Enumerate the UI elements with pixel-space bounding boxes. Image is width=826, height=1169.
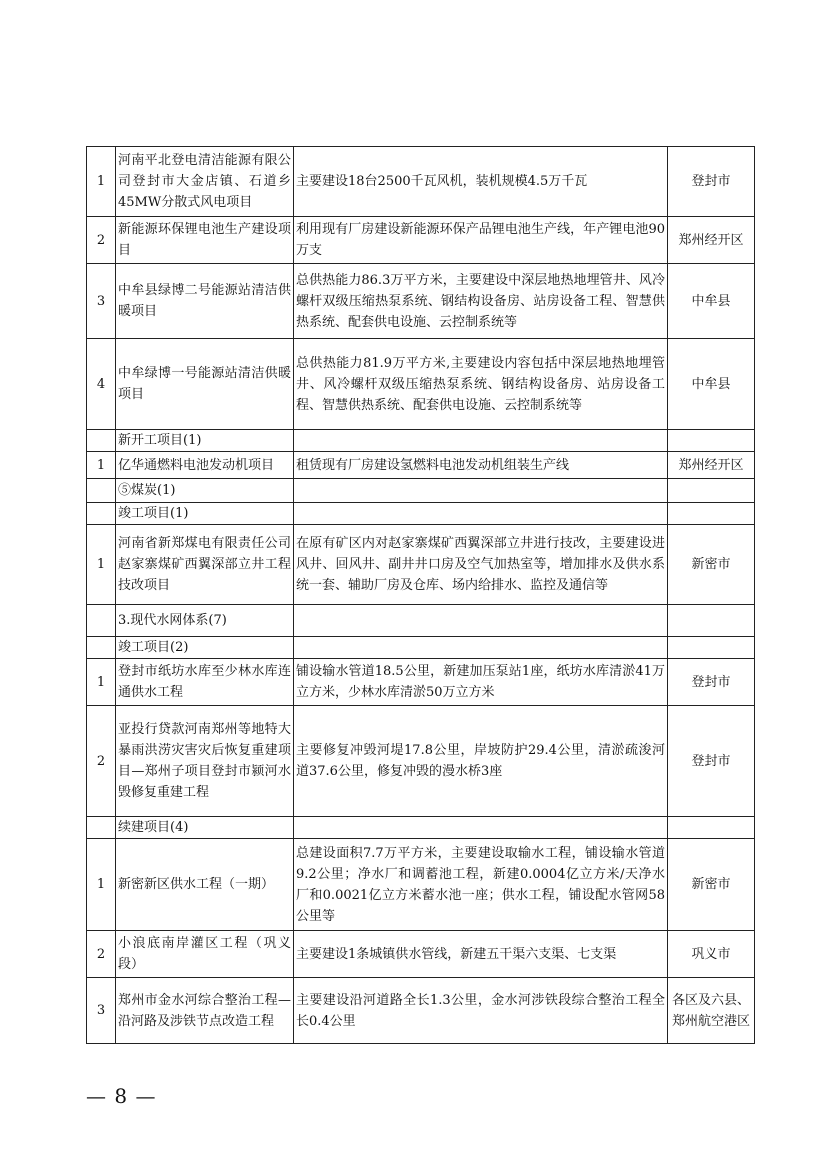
project-name: 新能源环保锂电池生产建设项目 — [116, 217, 294, 264]
section-row — [87, 605, 755, 637]
table-row — [87, 525, 755, 605]
section-label: 新开工项目(1) — [116, 430, 294, 452]
project-name: 河南平北登电清洁能源有限公司登封市大金店镇、石道乡45MW分散式风电项目 — [116, 147, 294, 217]
project-name: 亿华通燃料电池发动机项目 — [116, 452, 294, 479]
project-location: 登封市 — [668, 147, 755, 217]
row-number: 2 — [87, 706, 116, 817]
project-name: 亚投行贷款河南郑州等地特大暴雨洪涝灾害灾后恢复重建项目—郑州子项目登封市颍河水毁修复重建工程 — [116, 706, 294, 817]
project-name: 小浪底南岸灌区工程（巩义段） — [116, 931, 294, 978]
project-location: 各区及六县、郑州航空港区 — [668, 978, 755, 1044]
row-number: 3 — [87, 264, 116, 339]
row-number: 1 — [87, 452, 116, 479]
row-number: 1 — [87, 525, 116, 605]
table-row — [87, 452, 755, 479]
project-description: 主要建设18台2500千瓦风机，装机规模4.5万千瓦 — [294, 147, 668, 217]
project-location: 新密市 — [668, 525, 755, 605]
page-number: — 8 — — [86, 1084, 157, 1108]
row-number: 1 — [87, 147, 116, 217]
project-description: 总供热能力86.3万平方米，主要建设中深层地热地埋管井、风冷螺杆双级压缩热泵系统、钢结构设备房、站房设备工程、智慧供热系统、配套供电设施、云控制系统等 — [294, 264, 668, 339]
project-description: 利用现有厂房建设新能源环保产品锂电池生产线，年产锂电池90万支 — [294, 217, 668, 264]
section-row — [87, 637, 755, 659]
table-row — [87, 839, 755, 931]
section-label: 竣工项目(1) — [116, 503, 294, 525]
project-location: 郑州经开区 — [668, 217, 755, 264]
project-description: 在原有矿区内对赵家寨煤矿西翼深部立井进行技改，主要建设进风井、回风井、副井井口房及空气加热室等，增加排水及供水系统一套、辅助厂房及仓库、场内给排水、监控及通信等 — [294, 525, 668, 605]
project-description: 主要修复冲毁河堤17.8公里，岸坡防护29.4公里，清淤疏浚河道37.6公里，修复冲毁的漫水桥3座 — [294, 706, 668, 817]
project-description: 铺设输水管道18.5公里，新建加压泵站1座，纸坊水库清淤41万立方米，少林水库清淤50万立方米 — [294, 659, 668, 706]
project-description: 租赁现有厂房建设氢燃料电池发动机组装生产线 — [294, 452, 668, 479]
project-location: 巩义市 — [668, 931, 755, 978]
project-location: 登封市 — [668, 659, 755, 706]
project-name: 登封市纸坊水库至少林水库连通供水工程 — [116, 659, 294, 706]
project-description: 主要建设沿河道路全长1.3公里，金水河涉铁段综合整治工程全长0.4公里 — [294, 978, 668, 1044]
table-row — [87, 264, 755, 339]
section-label: 竣工项目(2) — [116, 637, 294, 659]
row-number: 3 — [87, 978, 116, 1044]
project-location: 中牟县 — [668, 264, 755, 339]
project-name: 中牟县绿博二号能源站清洁供暖项目 — [116, 264, 294, 339]
row-number: 4 — [87, 339, 116, 430]
project-location: 登封市 — [668, 706, 755, 817]
table-row — [87, 931, 755, 978]
section-label: 续建项目(4) — [116, 817, 294, 839]
section-label: 3.现代水网体系(7) — [116, 605, 294, 637]
section-row — [87, 503, 755, 525]
row-number: 2 — [87, 931, 116, 978]
table-row — [87, 217, 755, 264]
project-description: 总供热能力81.9万平方米,主要建设内容包括中深层地热地埋管井、风冷螺杆双级压缩热泵系统、钢结构设备房、站房设备工程、智慧供热系统、配套供电设施、云控制系统等 — [294, 339, 668, 430]
table-row — [87, 339, 755, 430]
section-row — [87, 479, 755, 503]
project-table — [86, 146, 755, 1044]
row-number: 2 — [87, 217, 116, 264]
table-row — [87, 706, 755, 817]
section-label: ⑤煤炭(1) — [116, 479, 294, 503]
section-row — [87, 430, 755, 452]
project-location: 郑州经开区 — [668, 452, 755, 479]
project-description: 总建设面积7.7万平方米，主要建设取输水工程，铺设输水管道9.2公里；净水厂和调蓄池工程，新建0.0004亿立方米/天净水厂和0.0021亿立方米蓄水池一座；供水工程，铺设配水管网58公里等 — [294, 839, 668, 931]
project-name: 新密新区供水工程（一期） — [116, 839, 294, 931]
project-name: 河南省新郑煤电有限责任公司赵家寨煤矿西翼深部立井工程技改项目 — [116, 525, 294, 605]
row-number: 1 — [87, 839, 116, 931]
table-row — [87, 978, 755, 1044]
project-description: 主要建设1条城镇供水管线，新建五干渠六支渠、七支渠 — [294, 931, 668, 978]
project-location: 新密市 — [668, 839, 755, 931]
table-row — [87, 147, 755, 217]
project-name: 郑州市金水河综合整治工程—沿河路及涉铁节点改造工程 — [116, 978, 294, 1044]
project-name: 中牟绿博一号能源站清洁供暖项目 — [116, 339, 294, 430]
project-location: 中牟县 — [668, 339, 755, 430]
row-number: 1 — [87, 659, 116, 706]
table-row — [87, 659, 755, 706]
section-row — [87, 817, 755, 839]
